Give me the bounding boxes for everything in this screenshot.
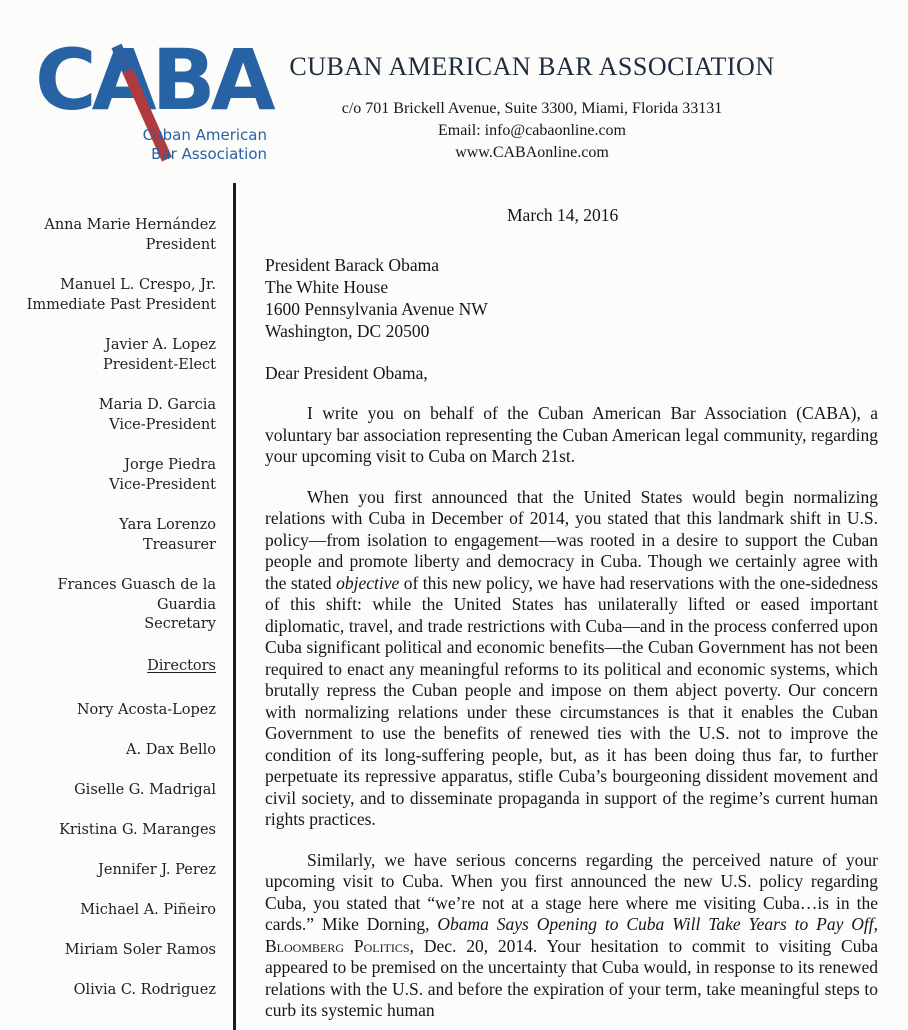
- recipient-line: 1600 Pennsylvania Avenue NW: [265, 298, 488, 319]
- director-name: Kristina G. Maranges: [59, 821, 216, 838]
- officer-name: Jorge Piedra: [124, 457, 216, 473]
- officer-name: Yara Lorenzo: [119, 517, 216, 533]
- vertical-divider: [233, 183, 236, 1030]
- caba-logo-acronym: CABA: [35, 31, 271, 129]
- letterhead: [268, 52, 796, 164]
- caba-logo-tagline-line1: Cuban American: [142, 126, 267, 144]
- officer-title: Vice-President: [109, 476, 216, 493]
- board-officer: [6, 276, 216, 315]
- director-name: Olivia C. Rodriguez: [73, 981, 216, 998]
- letter-paragraph: I write you on behalf of the Cuban American Bar Association (CABA), a voluntary bar association representing the Cuban American legal community, regarding your upcoming visit to Cuba on March 21st.: [265, 403, 878, 466]
- board-officer: [6, 516, 216, 555]
- letter-paragraph: Similarly, we have serious concerns regarding the perceived nature of your upcoming visit to Cuba. When you first announced the new U.S. policy regarding Cuba, you stated that “we’re not at a stage here where me visiting Cuba…is in the cards.” Mike Dorning, Obama Says Opening to Cuba Will Take Years to Pay Off, Bloomberg Politics, Dec. 20, 2014. Your hesitation to commit to visiting Cuba appeared to be premised on the uncertainty that Cuba would, in response to its renewed relations with the U.S. and before the expiration of your term, take meaningful steps to curb its systemic human: [265, 849, 878, 1020]
- organization-website: www.CABAonline.com: [455, 144, 609, 161]
- board-officer: [6, 396, 216, 435]
- officer-title: Vice-President: [109, 416, 216, 433]
- salutation: Dear President Obama,: [265, 362, 428, 383]
- board-officer: [6, 576, 216, 635]
- board-officer: [6, 456, 216, 495]
- board-sidebar: [6, 216, 216, 1020]
- directors-heading: Directors: [147, 657, 216, 674]
- officer-title: President: [145, 236, 216, 253]
- organization-name: CUBAN AMERICAN BAR ASSOCIATION: [289, 52, 775, 81]
- recipient-line: President Barack Obama: [265, 254, 439, 275]
- caba-logo-tagline: [143, 126, 267, 164]
- officer-title: Secretary: [144, 616, 216, 632]
- officer-title: Treasurer: [142, 536, 216, 553]
- letter-body: [265, 205, 878, 1022]
- director-name: Michael A. Piñeiro: [80, 901, 216, 918]
- officer-name: Frances Guasch de la Guardia: [57, 577, 216, 613]
- director-name: Nory Acosta-Lopez: [76, 701, 216, 718]
- director-name: Miriam Soler Ramos: [64, 941, 216, 958]
- officer-name: Anna Marie Hernández: [44, 217, 216, 233]
- caba-logo: [35, 31, 271, 168]
- officer-name: Manuel L. Crespo, Jr.: [60, 277, 216, 293]
- letter-paragraph: When you first announced that the United States would begin normalizing relations with Cuba in December of 2014, you stated that this landmark shift in U.S. policy—from isolation to engagement—was rooted in a desire to support the Cuban people and promote liberty and democracy in Cuba. Though we certainly agree with the stated objective of this new policy, we have had reservations with the one-sidedness of this shift: while the United States has unilaterally lifted or eased important diplomatic, travel, and trade restrictions with Cuba—and in the process conferred upon Cuba significant political and economic benefits—the Cuban Government has not been required to enact any meaningful reforms to its political and economic systems, which brutally repress the Cuban people and impose on them abject poverty. Our concern with normalizing relations under these circumstances is that it enables the Cuban Government to use the benefits of renewed ties with the U.S. not to improve the condition of its long-suffering people, but, as it has been doing thus far, to further perpetuate its repressive apparatus, stifle Cuba’s bourgeoning dissident movement and civil society, and to disseminate propaganda in support of the regime’s current human rights practices.: [265, 486, 879, 829]
- board-officer: [6, 336, 216, 375]
- officer-title: Immediate Past President: [26, 296, 216, 313]
- director-name: A. Dax Bello: [126, 741, 216, 758]
- officer-title: President-Elect: [102, 356, 216, 373]
- recipient-line: The White House: [265, 276, 389, 297]
- board-officer: [6, 216, 216, 255]
- director-name: Jennifer J. Perez: [98, 861, 216, 878]
- organization-address: c/o 701 Brickell Avenue, Suite 3300, Miami, Florida 33131: [341, 100, 723, 117]
- officer-name: Javier A. Lopez: [105, 337, 216, 353]
- recipient-line: Washington, DC 20500: [265, 320, 430, 341]
- organization-email: Email: info@cabaonline.com: [437, 122, 626, 139]
- recipient-address: [265, 254, 878, 342]
- officer-name: Maria D. Garcia: [98, 397, 216, 413]
- letter-date: March 14, 2016: [507, 205, 619, 225]
- director-name: Giselle G. Madrigal: [74, 781, 216, 798]
- caba-logo-tagline-line2: Bar Association: [151, 145, 267, 163]
